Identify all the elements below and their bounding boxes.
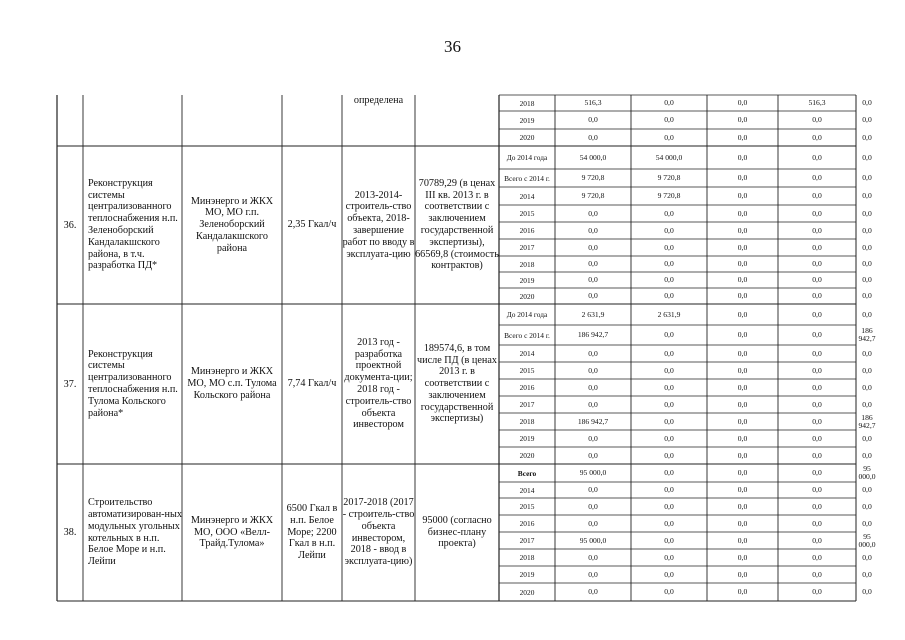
value-cell: 0,0 [664, 518, 674, 528]
value-cell: 0,0 [812, 416, 822, 426]
value-cell: 0,0 [664, 225, 674, 235]
value-cell: 0,0 [862, 275, 872, 284]
value-cell: 0,0 [664, 365, 674, 375]
value-cell: 0,0 [737, 569, 748, 579]
page-number: 36 [444, 37, 461, 56]
value-cell: 0,0 [812, 225, 822, 235]
value-cell: 0,0 [737, 485, 748, 494]
value-cell: 0,0 [664, 115, 674, 124]
value-cell: 0,0 [812, 191, 822, 200]
project-capacity: 2,35 Гкал/ч [287, 219, 337, 231]
value-cell: 0,0 [737, 173, 748, 182]
value-cell: 0,0 [812, 433, 822, 443]
value-cell: 0,0 [737, 365, 748, 375]
year-cell: 2019 [519, 275, 535, 285]
value-cell: 0,0 [737, 208, 748, 218]
value-cell: 0,0 [737, 225, 748, 235]
year-cell: 2016 [519, 383, 535, 392]
value-cell: 516,3 [808, 98, 826, 107]
value-cell: 0,0 [737, 152, 748, 162]
value-cell: 0,0 [588, 518, 598, 528]
value-cell: 0,0 [862, 309, 872, 319]
value-cell: 186 942,7 [858, 412, 876, 430]
value-cell: 0,0 [737, 115, 748, 124]
year-cell: 2019 [519, 434, 535, 443]
value-cell: 186 942,7 [577, 330, 609, 339]
project-period: 2017-2018 (2017 - строитель-ство объекта инвестором, 2018 - ввод в эксплуата-цию) [342, 497, 415, 568]
value-cell: 95 000,0 [858, 531, 876, 549]
value-cell: 0,0 [588, 382, 598, 392]
project-capacity: 6500 Гкал в н.п. Белое Море; 2200 Гкал в н.п. Лейпи [286, 503, 338, 562]
value-cell: 0,0 [737, 291, 748, 300]
value-cell: 0,0 [664, 501, 674, 511]
value-cell: 0,0 [862, 208, 872, 218]
value-cell: 0,0 [664, 433, 674, 443]
value-cell: 0,0 [862, 225, 872, 235]
value-cell: 0,0 [812, 259, 822, 268]
value-cell: 0,0 [737, 399, 748, 409]
value-cell: 0,0 [737, 518, 748, 528]
project-name: Реконструкция системы централизованного теплоснабжения н.п. Тулома Кольского района* [88, 348, 178, 419]
value-cell: 0,0 [812, 242, 822, 252]
value-cell: 0,0 [737, 348, 748, 358]
value-cell: 0,0 [862, 259, 872, 268]
value-cell: 0,0 [862, 132, 872, 142]
value-cell: 0,0 [862, 433, 872, 443]
value-cell: 0,0 [737, 242, 748, 252]
value-cell: 0,0 [664, 348, 674, 358]
value-cell: 0,0 [812, 569, 822, 579]
project-period: 2013 год - разработка проектной документа-ции; 2018 год - строитель-ство объекта инвестором [344, 336, 413, 431]
value-cell: 0,0 [812, 115, 822, 124]
value-cell: 0,0 [812, 348, 822, 358]
value-cell: 0,0 [737, 98, 748, 107]
value-cell: 0,0 [588, 552, 598, 562]
year-cell: 2020 [519, 291, 535, 301]
value-cell: 0,0 [862, 348, 872, 358]
project-cost: 189574,6, в том числе ПД (в ценах 2013 г. в соответствии с заключением государственной экспертизы) [417, 342, 497, 425]
value-cell: 186 942,7 [858, 326, 876, 343]
value-cell: 9 720,8 [657, 173, 681, 182]
value-cell: 0,0 [812, 468, 822, 477]
value-cell: 0,0 [737, 382, 748, 392]
value-cell: 0,0 [664, 275, 674, 284]
value-cell: 0,0 [588, 115, 598, 124]
value-cell: 0,0 [812, 291, 822, 300]
project-cost: 95000 (согласно бизнес-плану проекта) [422, 514, 492, 550]
value-cell: 95 000,0 [579, 535, 607, 545]
value-cell: 0,0 [664, 330, 674, 339]
project-capacity: 7,74 Гкал/ч [287, 378, 337, 390]
value-cell: 0,0 [588, 291, 598, 300]
year-cell: 2020 [519, 451, 535, 460]
value-cell: 0,0 [812, 552, 822, 562]
year-cell: Всего с 2014 г. [504, 330, 550, 340]
value-cell: 516,3 [584, 98, 602, 107]
value-cell: 0,0 [812, 399, 822, 409]
value-cell: 0,0 [664, 259, 674, 268]
year-cell: 2014 [519, 485, 535, 495]
value-cell: 0,0 [737, 330, 748, 339]
year-cell: 2020 [519, 587, 535, 597]
project-responsible: Минэнерго и ЖКХ МО, МО с.п. Тулома Кольского района [187, 366, 277, 401]
year-cell: До 2014 года [506, 310, 548, 319]
year-cell: 2017 [519, 243, 535, 252]
value-cell: 0,0 [588, 485, 598, 494]
value-cell: 0,0 [862, 365, 872, 375]
value-cell: 0,0 [664, 382, 674, 392]
value-cell: 0,0 [664, 587, 674, 596]
value-cell: 0,0 [664, 242, 674, 252]
value-cell: 0,0 [737, 468, 748, 477]
value-cell: 0,0 [737, 587, 748, 596]
value-cell: 0,0 [862, 291, 872, 300]
value-cell: 0,0 [812, 152, 822, 162]
value-cell: 2 631,9 [657, 309, 681, 319]
value-cell: 0,0 [862, 569, 872, 579]
value-cell: 0,0 [812, 330, 822, 339]
year-cell: 2018 [519, 553, 535, 562]
value-cell: 0,0 [588, 348, 598, 358]
year-cell: 2015 [519, 502, 535, 511]
project-number: 37. [63, 378, 77, 390]
year-cell: До 2014 года [506, 153, 548, 162]
year-cell: Всего с 2014 г. [504, 173, 550, 183]
value-cell: 0,0 [812, 132, 822, 142]
value-cell: 0,0 [862, 382, 872, 392]
value-cell: 0,0 [737, 433, 748, 443]
project-number: 38. [63, 527, 77, 538]
value-cell: 0,0 [812, 587, 822, 596]
value-cell: 0,0 [737, 416, 748, 426]
value-cell: 0,0 [664, 535, 674, 545]
value-cell: 0,0 [737, 132, 748, 142]
value-cell: 0,0 [664, 291, 674, 300]
value-cell: 0,0 [664, 569, 674, 579]
year-cell: 2018 [519, 98, 535, 108]
value-cell: 0,0 [664, 399, 674, 409]
value-cell: 0,0 [862, 485, 872, 494]
value-cell: 0,0 [737, 552, 748, 562]
year-cell: 2017 [519, 536, 535, 545]
year-cell: 2018 [519, 259, 535, 269]
value-cell: 0,0 [588, 501, 598, 511]
project-name: Строительство автоматизирован-ных модульных угольных котельных в н.п. Белое Море и н.п. Лейпи [88, 497, 182, 568]
value-cell: 0,0 [664, 552, 674, 562]
year-cell: 2020 [519, 133, 535, 142]
value-cell: 0,0 [737, 535, 748, 545]
value-cell: 9 720,8 [657, 191, 681, 200]
value-cell: 0,0 [862, 191, 872, 200]
value-cell: 0,0 [588, 569, 598, 579]
value-cell: 0,0 [664, 468, 674, 477]
value-cell: 0,0 [862, 450, 872, 460]
value-cell: 0,0 [862, 587, 872, 596]
value-cell: 0,0 [737, 501, 748, 511]
value-cell: 186 942,7 [577, 416, 609, 426]
period-fragment: определена [353, 95, 404, 106]
value-cell: 0,0 [812, 173, 822, 182]
project-name: Реконструкция системы централизованного теплоснабжения н.п. Зеленоборский Кандалакшского района, в т.ч. разработка ПД* [88, 177, 178, 272]
value-cell: 0,0 [588, 399, 598, 409]
value-cell: 0,0 [812, 275, 822, 284]
value-cell: 0,0 [588, 450, 598, 460]
project-number: 36. [63, 219, 77, 231]
value-cell: 0,0 [737, 450, 748, 460]
project-responsible: Минэнерго и ЖКХ МО, МО г.п. Зеленоборский Кандалакшского района [190, 195, 274, 254]
value-cell: 0,0 [737, 275, 748, 284]
value-cell: 0,0 [588, 132, 598, 142]
year-cell: 2014 [519, 191, 535, 201]
value-cell: 54 000,0 [655, 152, 683, 162]
value-cell: 95 000,0 [579, 468, 607, 477]
value-cell: 95 000,0 [858, 464, 876, 481]
project-period: 2013-2014- строитель-ство объекта, 2018- завершение работ по вводу в эксплуата-цию [342, 189, 415, 260]
project-responsible: Минэнерго и ЖКХ МО, ООО «Велл-Трайд.Тулома» [190, 514, 274, 550]
value-cell: 0,0 [812, 450, 822, 460]
value-cell: 0,0 [812, 309, 822, 319]
value-cell: 0,0 [588, 242, 598, 252]
value-cell: 0,0 [664, 98, 674, 107]
project-cost: 70789,29 (в ценах III кв. 2013 г. в соответствии с заключением государственной экспертизы), 66569,8 (стоимость контрактов) [415, 177, 499, 272]
value-cell: 0,0 [862, 518, 872, 528]
value-cell: 0,0 [588, 587, 598, 596]
year-cell: 2015 [519, 209, 535, 218]
value-cell: 0,0 [588, 275, 598, 284]
value-cell: 9 720,8 [581, 173, 605, 182]
value-cell: 0,0 [862, 152, 872, 162]
value-cell: 0,0 [664, 208, 674, 218]
value-cell: 0,0 [737, 259, 748, 268]
year-cell: Всего [517, 468, 537, 478]
year-cell: 2019 [519, 115, 535, 125]
value-cell: 0,0 [862, 399, 872, 409]
value-cell: 0,0 [812, 208, 822, 218]
value-cell: 0,0 [588, 225, 598, 235]
year-cell: 2018 [519, 417, 535, 426]
value-cell: 0,0 [862, 501, 872, 511]
value-cell: 0,0 [737, 191, 748, 200]
year-cell: 2015 [519, 366, 535, 375]
value-cell: 0,0 [862, 552, 872, 562]
value-cell: 0,0 [812, 518, 822, 528]
value-cell: 0,0 [862, 242, 872, 252]
year-cell: 2016 [519, 226, 535, 235]
value-cell: 0,0 [588, 259, 598, 268]
value-cell: 0,0 [588, 365, 598, 375]
value-cell: 0,0 [812, 382, 822, 392]
value-cell: 2 631,9 [581, 309, 605, 319]
value-cell: 0,0 [862, 98, 872, 107]
year-cell: 2017 [519, 400, 535, 409]
value-cell: 0,0 [664, 450, 674, 460]
value-cell: 54 000,0 [579, 152, 607, 162]
value-cell: 0,0 [664, 485, 674, 494]
value-cell: 0,0 [737, 309, 748, 319]
value-cell: 0,0 [862, 173, 872, 182]
year-cell: 2016 [519, 519, 535, 528]
value-cell: 0,0 [588, 208, 598, 218]
value-cell: 0,0 [664, 416, 674, 426]
year-cell: 2019 [519, 570, 535, 579]
year-cell: 2014 [519, 349, 535, 358]
value-cell: 0,0 [812, 535, 822, 545]
value-cell: 0,0 [812, 365, 822, 375]
value-cell: 0,0 [812, 501, 822, 511]
value-cell: 0,0 [588, 433, 598, 443]
value-cell: 0,0 [812, 485, 822, 494]
value-cell: 0,0 [664, 132, 674, 142]
value-cell: 9 720,8 [581, 191, 605, 200]
value-cell: 0,0 [862, 115, 872, 124]
